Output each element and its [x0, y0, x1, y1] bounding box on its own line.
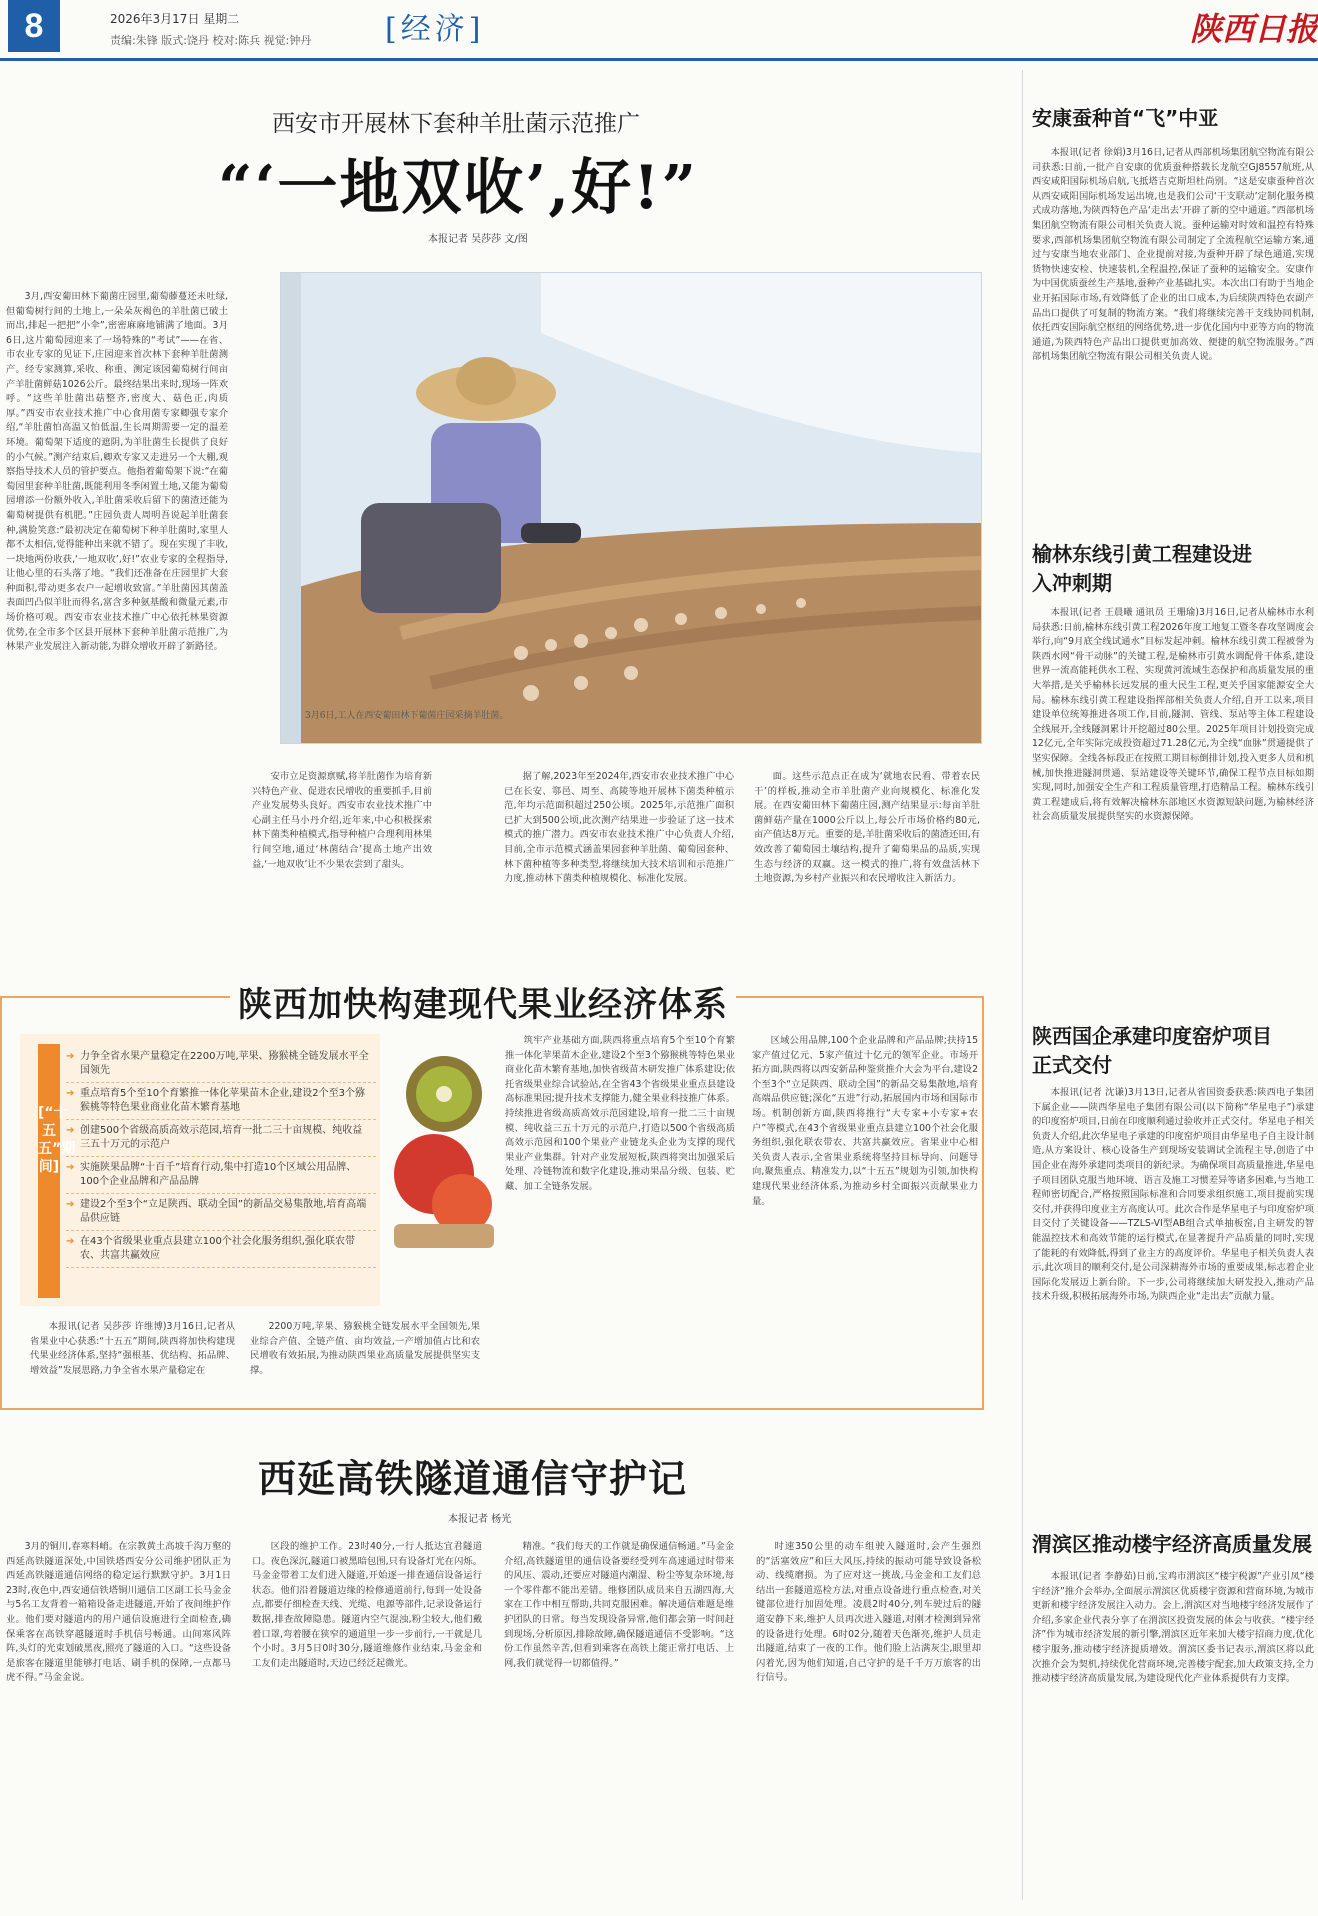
- photo-caption: 3月6日,工人在西安葡田林下葡菌庄园采摘羊肚菌。: [305, 711, 509, 721]
- newspaper-logo: 陕西日报: [1190, 10, 1318, 48]
- tunnel-article-col1: 3月的铜川,春寒料峭。在宗教黄土高坡千沟万壑的西延高铁隧道深处,中国铁塔西安分公司维护团队正为西延高铁隧道通信网络的稳定运行默默守护。3月1日23时,夜色中,西安通信铁塔铜川通信工区副工长马金金与5名工友背着一箱箱设备走进隧道,开始了夜间维护作业。他们要对隧道内的用户通信设施进行全面检查,确保乘客在高铁穿越隧道时手机信号畅通。山间寒风阵阵,头灯的光束划破黑夜,照亮了隧道的入口。“这些设备是旅客在隧道里能够打电话、刷手机的保障,一点都马虎不得。”马金金说。: [6, 1541, 231, 1684]
- main-article-col1: 3月,西安葡田林下葡菌庄园里,葡萄藤蔓还未吐绿,但葡萄树行间的土地上,一朵朵灰褐色的羊肚菌已破土而出,排起一把把“小伞”,密密麻麻地铺满了地面。3月6日,这片葡萄园迎来了一场特殊的“考试”——在省、市农业专家的见证下,庄园迎来首次林下套种羊肚菌测产。经专家测算,采收、称重、测定该园葡萄树行间亩产羊肚菌鲜菇1026公斤。最终结果出来时,现场一阵欢呼。“这些羊肚菌出菇整齐,密度大、菇色正,肉质厚。”西安市农业技术推广中心食用菌专家卿强专家介绍,“羊肚菌怕高温又怕低温,生长周期需要一定的温差环境。葡萄架下适度的遮阴,为羊肚菌生长提供了良好的小气候。”测产结束后,卿欢专家又走进另一个大棚,观察指导技术人员的管护要点。他指着葡萄架下说:“在葡萄园里套种羊肚菌,既能利用冬季闲置土地,又能为葡萄园增添一份额外收入,羊肚菌采收后留下的菌渣还能为葡萄树提供有机肥。”庄园负责人周明吾说起羊肚菌套种,满脸笑意:“最初决定在葡萄树下种羊肚菌时,家里人都不太相信,觉得能种出来就不错了。现在实现了丰收,一块地两份收获,‘一地双收’,好!”农业专家的全程指导,让他心里的石头落了地。“我们还准备在庄园里扩大套种面积,带动更多农户一起增收致富。”羊肚菌因其菌盖表面凹凸似羊肚而得名,富含多种氨基酸和微量元素,市场价格可观。西安市农业技术推广中心依托林果资源优势,在全市多个区县开展林下套种羊肚菌示范推广,为林果产业发展注入新动能,为群众增收开辟了新路径。: [6, 291, 228, 653]
- fruit-article-col4: 区域公用品牌,100个企业品牌和产品品牌;扶持15家产值过亿元、5家产值过十亿元的领军企业。市场开拓方面,陕西将以西安新品种鉴赏推介大会为平台,建设2个至3个“立足陕西、联动全国”的新品交易集散地,培育高端品供应链;深化“五进”行动,拓展国内市场和国际市场。机制创新方面,陕西将推行“大专家+小专家+农户”等模式,在43个省级果业重点县建立100个社会化服务组织,强化联农带农、共富共赢效应。省果业中心相关负责人表示,全省果业系统将坚持目标导向、问题导向,聚焦重点、精准发力,以“十五五”规划为引领,加快构建现代果业经济体系,为推动乡村全面振兴贡献果业力量。: [752, 1035, 978, 1207]
- main-article-byline: 本报记者 吴莎莎 文/图: [428, 234, 528, 245]
- list-item: ➔ 在43个省级果业重点县建立100个社会化服务组织,强化联农带农、共富共赢效应: [66, 1231, 376, 1268]
- tunnel-article-title: 西延高铁隧道通信守护记: [258, 1456, 688, 1501]
- list-item: ➔ 建设2个至3个“立足陕西、联动全国”的新品交易集散地,培育高端品供应链: [66, 1194, 376, 1231]
- fruit-article-lead: 本报讯(记者 吴莎莎 许维博)3月16日,记者从省果业中心获悉:“十五五”期间,陕西将加快构建现代果业经济体系,坚持“强根基、优结构、拓品牌、增效益”发展思路,力争全省水果产量稳定在: [30, 1321, 235, 1376]
- list-item: ➔ 实施陕果品牌“十百千”培育行动,集中打造10个区域公用品牌、100个企业品牌和产品品牌: [66, 1157, 376, 1194]
- list-item: ➔ 创建500个省级高质高效示范园,培育一批二三十亩规模、纯收益三五十万元的示范户: [66, 1120, 376, 1157]
- tunnel-article-col2: 区段的维护工作。23时40分,一行人抵达宜君隧道口。夜色深沉,隧道口被黑暗包围,只有设备灯光在闪烁。马金金带着工友们进入隧道,开始逐一排查通信设备运行状态。他们沿着隧道边缘的检修通道前行,每到一处设备点,都要仔细检查天线、光缆、电源等部件,记录设备运行数据,排查故障隐患。隧道内空气混浊,粉尘较大,他们戴着口罩,弯着腰在狭窄的通道里一步一步前行,一干就是几个小时。3月5日0时30分,隧道维修作业结束,马金金和工友们走出隧道时,天边已经泛起微光。: [252, 1541, 482, 1669]
- side-article3-text: 本报讯(记者 沈谦)3月13日,记者从省国资委获悉:陕西电子集团下属企业——陕西华星电子集团有限公司(以下简称“华星电子”)承建的印度窑炉项目,日前在印度顺利通过验收并正式交付。华星电子相关负责人介绍,此次华星电子承建的印度窑炉项目由华星电子自主设计制造,从方案设计、核心设备生产到现场安装调试全流程主导,创造了中国企业在海外承建同类项目的新纪录。为确保项目高质量推进,华星电子项目团队克服当地环境、语言及施工习惯差异等诸多困难,与当地工程师密切配合,严格按照国际标准和合同要求组织施工,项目提前实现交付,并获得印度业主方高度认可。此次合作是华星电子与印度窑炉项目交付了关键设备——TZLS-VI型AB组合式单抽板窑,自主研发的智能温控技术和高效节能的运行模式,在显著提升产品质量的同时,实现了能耗的有效降低,得到了业主方的高度评价。华星电子相关负责人表示,此次项目的顺利交付,是公司深耕海外市场的重要成果,标志着企业国际化发展迈上新台阶。下一步,公司将继续加大研发投入,推动产品技术升级,积极拓展海外市场,为陕西企业“走出去”贡献力量。: [1032, 1087, 1314, 1303]
- side-article2-title: 榆林东线引黄工程建设进入冲刺期: [1032, 542, 1252, 595]
- staff-credits: 责编:朱锋 版式:饶丹 校对:陈兵 视觉:钟丹: [110, 34, 312, 47]
- fruit-illustration: [384, 1034, 496, 1254]
- section-label: [经济]: [385, 12, 485, 47]
- side-article1-title: 安康蚕种首“飞”中亚: [1032, 106, 1219, 130]
- side-article1-text: 本报讯(记者 徐娟)3月16日,记者从西部机场集团航空物流有限公司获悉:日前,一批产自安康的优质蚕种搭载长龙航空GJ8557航班,从西安咸阳国际机场启航,飞抵塔吉克斯坦杜尚别。“这是安康蚕种首次从西安咸阳国际机场发运出境,也是我们公司‘干支联动’定制化服务模式成功落地,为陕西特色产品‘走出去’开辟了新的空中通道。”西部机场集团航空物流有限公司相关负责人说。蚕种运输对时效和温控有特殊要求,西部机场集团航空物流有限公司制定了全流程航空运输方案,通过与安康当地农业部门、企业提前对接,为蚕种开辟了绿色通道,实现货物快速安检、快速装机,全程温控,保证了蚕种的运输安全。安康作为中国优质蚕丝生产基地,蚕种产业基础扎实。本次出口有助于当地企业开拓国际市场,有效降低了企业的出口成本,为后续陕西特色农副产品出口提供了可复制的物流方案。“我们将继续完善干支线协同机制,依托西安国际航空枢纽的网络优势,进一步优化国内中亚等方向的物流通道,为陕西特色产品出口提供更加高效、便捷的航空物流服务。”西部机场集团航空物流有限公司相关负责人说。: [1032, 147, 1314, 363]
- main-article-col2: 安市立足资源禀赋,将羊肚菌作为培育新兴特色产业、促进农民增收的重要抓手,目前产业发展势头良好。西安市农业技术推广中心副主任马小丹介绍,近年来,中心积极探索林下菌类种植模式,指导种植户合理利用林果行间空地,通过‘林菌结合’提高土地产出效益,‘一地双收’让不少果农尝到了甜头。: [252, 771, 432, 870]
- fruit-panel-tag: [“十五五”期间]: [38, 1044, 60, 1298]
- side-article4-text: 本报讯(记者 李静茹)日前,宝鸡市渭滨区“楼宇税源”产业引凤“楼宇经济”推介会举办,全面展示渭滨区优质楼宇资源和营商环境,为城市更新和楼宇经济发展注入动力。会上,渭滨区对当地楼宇经济发展作了介绍,多家企业代表分享了在渭滨区投资发展的体会与收获。“楼宇经济”作为城市经济发展的新引擎,渭滨区近年来加大楼宇招商力度,优化楼宇服务,推动楼宇经济提质增效。渭滨区委书记表示,渭滨区将以此次推介会为契机,持续优化营商环境,完善楼宇配套,加大政策支持,全力推动楼宇经济高质量发展,为建设现代化产业体系提供有力支撑。: [1032, 1571, 1314, 1685]
- issue-date: 2026年3月17日 星期二: [110, 12, 240, 26]
- list-item: ➔ 力争全省水果产量稳定在2200万吨,苹果、猕猴桃全链发展水平全国领先: [66, 1046, 376, 1083]
- main-article-kicker: 西安市开展林下套种羊肚菌示范推广: [272, 111, 640, 137]
- side-article3-title: 陕西国企承建印度窑炉项目正式交付: [1032, 1024, 1272, 1077]
- side-article4-title: 渭滨区推动楼宇经济高质量发展: [1032, 1532, 1312, 1556]
- page-number: 8: [8, 0, 60, 52]
- tunnel-article-col3: 精准。“我们每天的工作就是确保通信畅通。”马金金介绍,高铁隧道里的通信设备要经受列车高速通过时带来的风压、震动,还要应对隧道内潮湿、粉尘等复杂环境,每一个零件都不能出差错。维修团队成员来自五湖四海,大家在工作中相互帮助,共同克服困难。解决通信难题是维护团队的日常。每当发现设备异常,他们都会第一时间赶到现场,分析原因,排除故障,确保隧道通信不受影响。“这份工作虽然辛苦,但看到乘客在高铁上能正常打电话、上网,我们就觉得一切都值得。”: [504, 1541, 734, 1669]
- main-article-title: “‘一地双收’,好!”: [218, 153, 699, 223]
- list-item: ➔ 重点培育5个至10个育繁推一体化苹果苗木企业,建设2个至3个猕猴桃等特色果业商业化苗木繁育基地: [66, 1083, 376, 1120]
- fruit-article-title: 陕西加快构建现代果业经济体系: [230, 977, 736, 1026]
- side-column-divider: [1022, 70, 1023, 1900]
- photo-illustration: [281, 273, 981, 743]
- fruit-highlights-list: [66, 1046, 376, 1268]
- header-rule: [0, 58, 1318, 61]
- tunnel-article-col4: 时速350公里的动车组驶入隧道时,会产生强烈的“活塞效应”和巨大风压,持续的振动可能导致设备松动、线缆磨损。为了应对这一挑战,马金金和工友们总结出一套隧道巡检方法,对重点设备进行重点检查,对关键部位进行加固处理。凌晨2时40分,列车驶过后的隧道安静下来,维护人员再次进入隧道,对刚才检测到异常的设备进行处理。6时02分,随着天色渐亮,维护人员走出隧道,结束了一夜的工作。他们脸上沾满灰尘,眼里却闪着光,因为他们知道,自己守护的是千千万万旅客的出行信号。: [756, 1541, 981, 1684]
- fruit-article-col2: 2200万吨,苹果、猕猴桃全链发展水平全国领先,果业综合产值、全链产值、亩均效益,一产增加值占比和农民增收有效拓展,为推动陕西果业高质量发展提供坚实支撑。: [250, 1321, 480, 1376]
- tunnel-article-byline: 本报记者 杨光: [448, 1514, 512, 1525]
- main-article-col3: 据了解,2023年至2024年,西安市农业技术推广中心已在长安、鄠邑、周至、高陵等地开展林下菌类种植示范,年均示范面积超过250公顷。2025年,示范推广面积已扩大到500公顷,此次测产结果进一步验证了这一技术模式的推广潜力。西安市农业技术推广中心负责人介绍,目前,全市示范模式涵盖果园套种羊肚菌、葡萄园套种、林下菌种植等多种类型,将继续加大技术培训和示范推广力度,推动林下菌类种植规模化、标准化发展。: [504, 771, 734, 885]
- main-article-col4: 面。这些示范点正在成为‘就地农民看、带着农民干’的样板,推动全市羊肚菌产业向规模化、标准化发展。在西安葡田林下葡菌庄园,测产结果显示:每亩羊肚菌鲜菇产量在1000公斤以上,每公斤市场价格约80元,亩产值达8万元。重要的是,羊肚菌采收后的菌渣还田,有效改善了葡萄园土壤结构,提升了葡萄果品的品质,实现生态与经济的双赢。这一模式的推广,将有效盘活林下土地资源,为乡村产业振兴和农民增收注入新活力。: [754, 771, 980, 885]
- fruit-article-col3: 筑牢产业基础方面,陕西将重点培育5个至10个育繁推一体化苹果苗木企业,建设2个至3个猕猴桃等特色果业商业化苗木繁育基地,加快省级苗木研发推广体系建设;依托省级果业综合试验站,在全省43个省级果业重点县建设高标准果园;提升技术支撑能力,健全果业科技推广体系。持续推进省级高质高效示范园建设,培育一批二三十亩规模、纯收益三五十万元的示范户,打造以500个省级高质高效示范园和100个果业产业链龙头企业为支撑的现代果业产业集群。针对产业发展短板,陕西将突出加强采后处理、冷链物流和数字化建设,推动果品分级、包装、贮藏、加工全链条发展。: [505, 1035, 735, 1192]
- lead-photo: [280, 272, 982, 744]
- side-article2-text: 本报讯(记者 王晨曦 通讯员 王珊瑜)3月16日,记者从榆林市水利局获悉:日前,榆林东线引黄工程2026年度工地复工暨冬春攻坚调度会举行,向“9月底全线试通水”目标发起冲刺。榆林东线引黄工程被誉为陕西水网“骨干动脉”的关键工程,是榆林市引黄水调配骨干体系,建设世界一流高能耗供水工程、实现黄河流域生态保护和高质量发展的重大举措,是关乎榆林长远发展的重大民生工程,更关乎国家能源安全大局。榆林东线引黄工程建设指挥部相关负责人介绍,自开工以来,项目建设单位统筹推进各项工作,目前,隧洞、管线、泵站等主体工程建设全线展开,全线隧洞累计开挖超过80公里。2025年项目计划投资完成12亿元,全年实际完成投资超过71.28亿元,为全线“血脉”贯通提供了坚实保障。全线各标段正在按照工期目标倒排计划,投入更多人员和机械,加快推进隧洞贯通、泵站建设等关键环节,确保工程节点目标如期实现,同时,加强安全生产和工程质量管理,打造精品工程。榆林东线引黄工程建成后,将有效解决榆林东部地区水资源短缺问题,为榆林经济社会高质量发展提供坚实的水资源保障。: [1032, 607, 1314, 823]
